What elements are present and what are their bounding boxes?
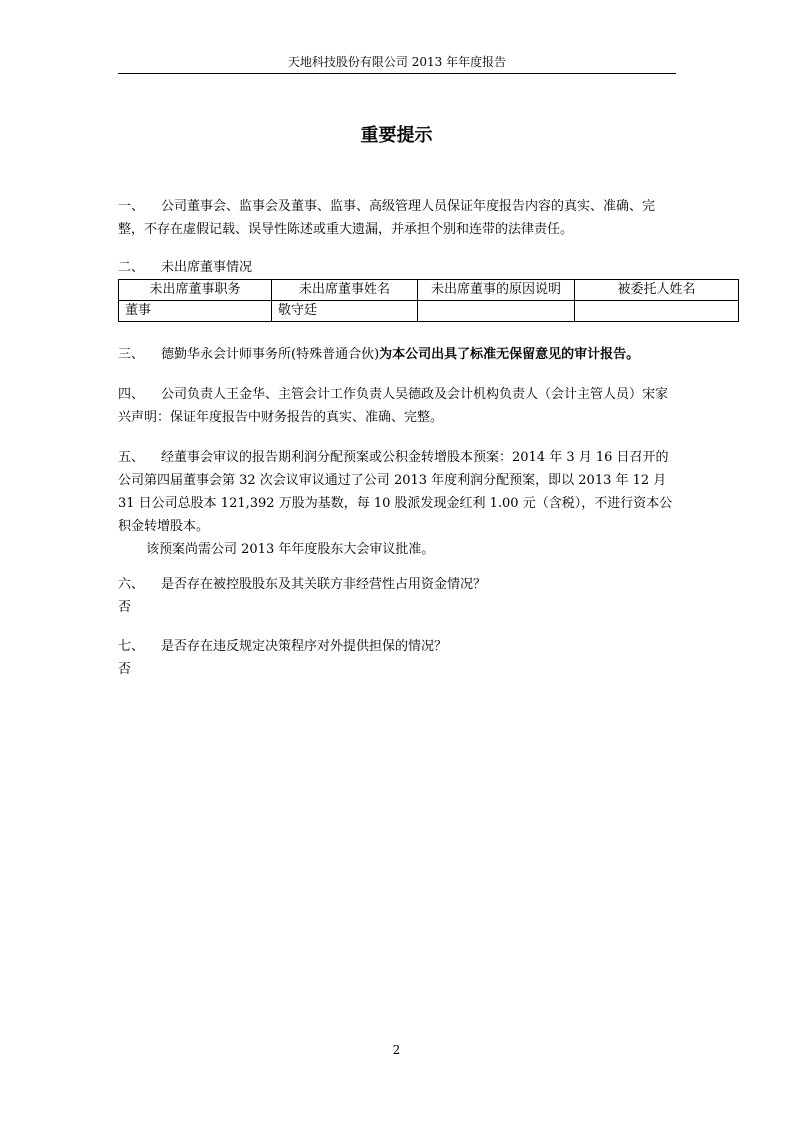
- table-header-cell: 未出席董事职务: [119, 280, 272, 301]
- section-4: [118, 383, 678, 429]
- section-3: [118, 343, 698, 366]
- header-divider: [118, 73, 676, 74]
- section-4-text: 公司负责人王金华、主管会计工作负责人吴德政及会计机构负责人（会计主管人员）宋家兴声明：保证年度报告中财务报告的真实、准确、完整。: [118, 387, 669, 425]
- table-cell: [575, 301, 739, 322]
- section-5-number: 五、: [118, 450, 145, 465]
- section-1-text: 公司董事会、监事会及董事、监事、高级管理人员保证年度报告内容的真实、准确、完整，不存在虚假记载、误导性陈述或重大遗漏，并承担个别和连带的法律责任。: [118, 199, 656, 237]
- table-cell: 敬守廷: [272, 301, 418, 322]
- section-1: [118, 195, 678, 241]
- table-cell: [418, 301, 575, 322]
- page-number: 2: [392, 1043, 401, 1057]
- section-2-heading: [118, 256, 678, 279]
- section-6-number: 六、: [118, 577, 145, 592]
- section-7-question: 是否存在违反规定决策程序对外提供担保的情况？: [161, 639, 448, 654]
- table-header-cell: 未出席董事姓名: [272, 280, 418, 301]
- absent-directors-table: [118, 279, 739, 322]
- table-row: [119, 301, 739, 322]
- section-5-note: 该预案尚需公司 2013 年年度股东大会审议批准。: [146, 542, 435, 557]
- section-7-number: 七、: [118, 639, 145, 654]
- section-7-answer: 否: [118, 662, 132, 677]
- section-3-firm: 德勤华永会计师事务所(特殊普通合伙): [161, 347, 380, 362]
- page-header: 天地科技股份有限公司 2013 年年度报告: [287, 55, 507, 69]
- section-7: [118, 635, 678, 681]
- section-6-answer: 否: [118, 600, 132, 615]
- section-2-number: 二、: [118, 260, 145, 275]
- section-4-number: 四、: [118, 387, 145, 402]
- section-3-opinion: 为本公司出具了标准无保留意见的审计报告。: [379, 347, 640, 362]
- section-2-title: 未出席董事情况: [161, 260, 253, 275]
- table-header-row: [119, 280, 739, 301]
- section-6: [118, 573, 678, 619]
- table-cell: 董事: [119, 301, 272, 322]
- section-5: [118, 446, 678, 561]
- section-6-question: 是否存在被控股股东及其关联方非经营性占用资金情况？: [161, 577, 487, 592]
- section-5-text: 经董事会审议的报告期利润分配预案或公积金转增股本预案：2014 年 3 月 16 日召开的公司第四届董事会第 32 次会议审议通过了公司 2013 年度利润分配预案，即以 2013 年 12 月 31 日公司总股本 121,392 万股为基数，每 10 股派发现金红利 1.00 元（含税），不进行资本公积金转增股本。: [118, 450, 673, 534]
- table-header-cell: 被委托人姓名: [575, 280, 739, 301]
- section-1-number: 一、: [118, 199, 145, 214]
- table-header-cell: 未出席董事的原因说明: [418, 280, 575, 301]
- section-3-number: 三、: [118, 347, 145, 362]
- page-title: 重要提示: [360, 125, 433, 146]
